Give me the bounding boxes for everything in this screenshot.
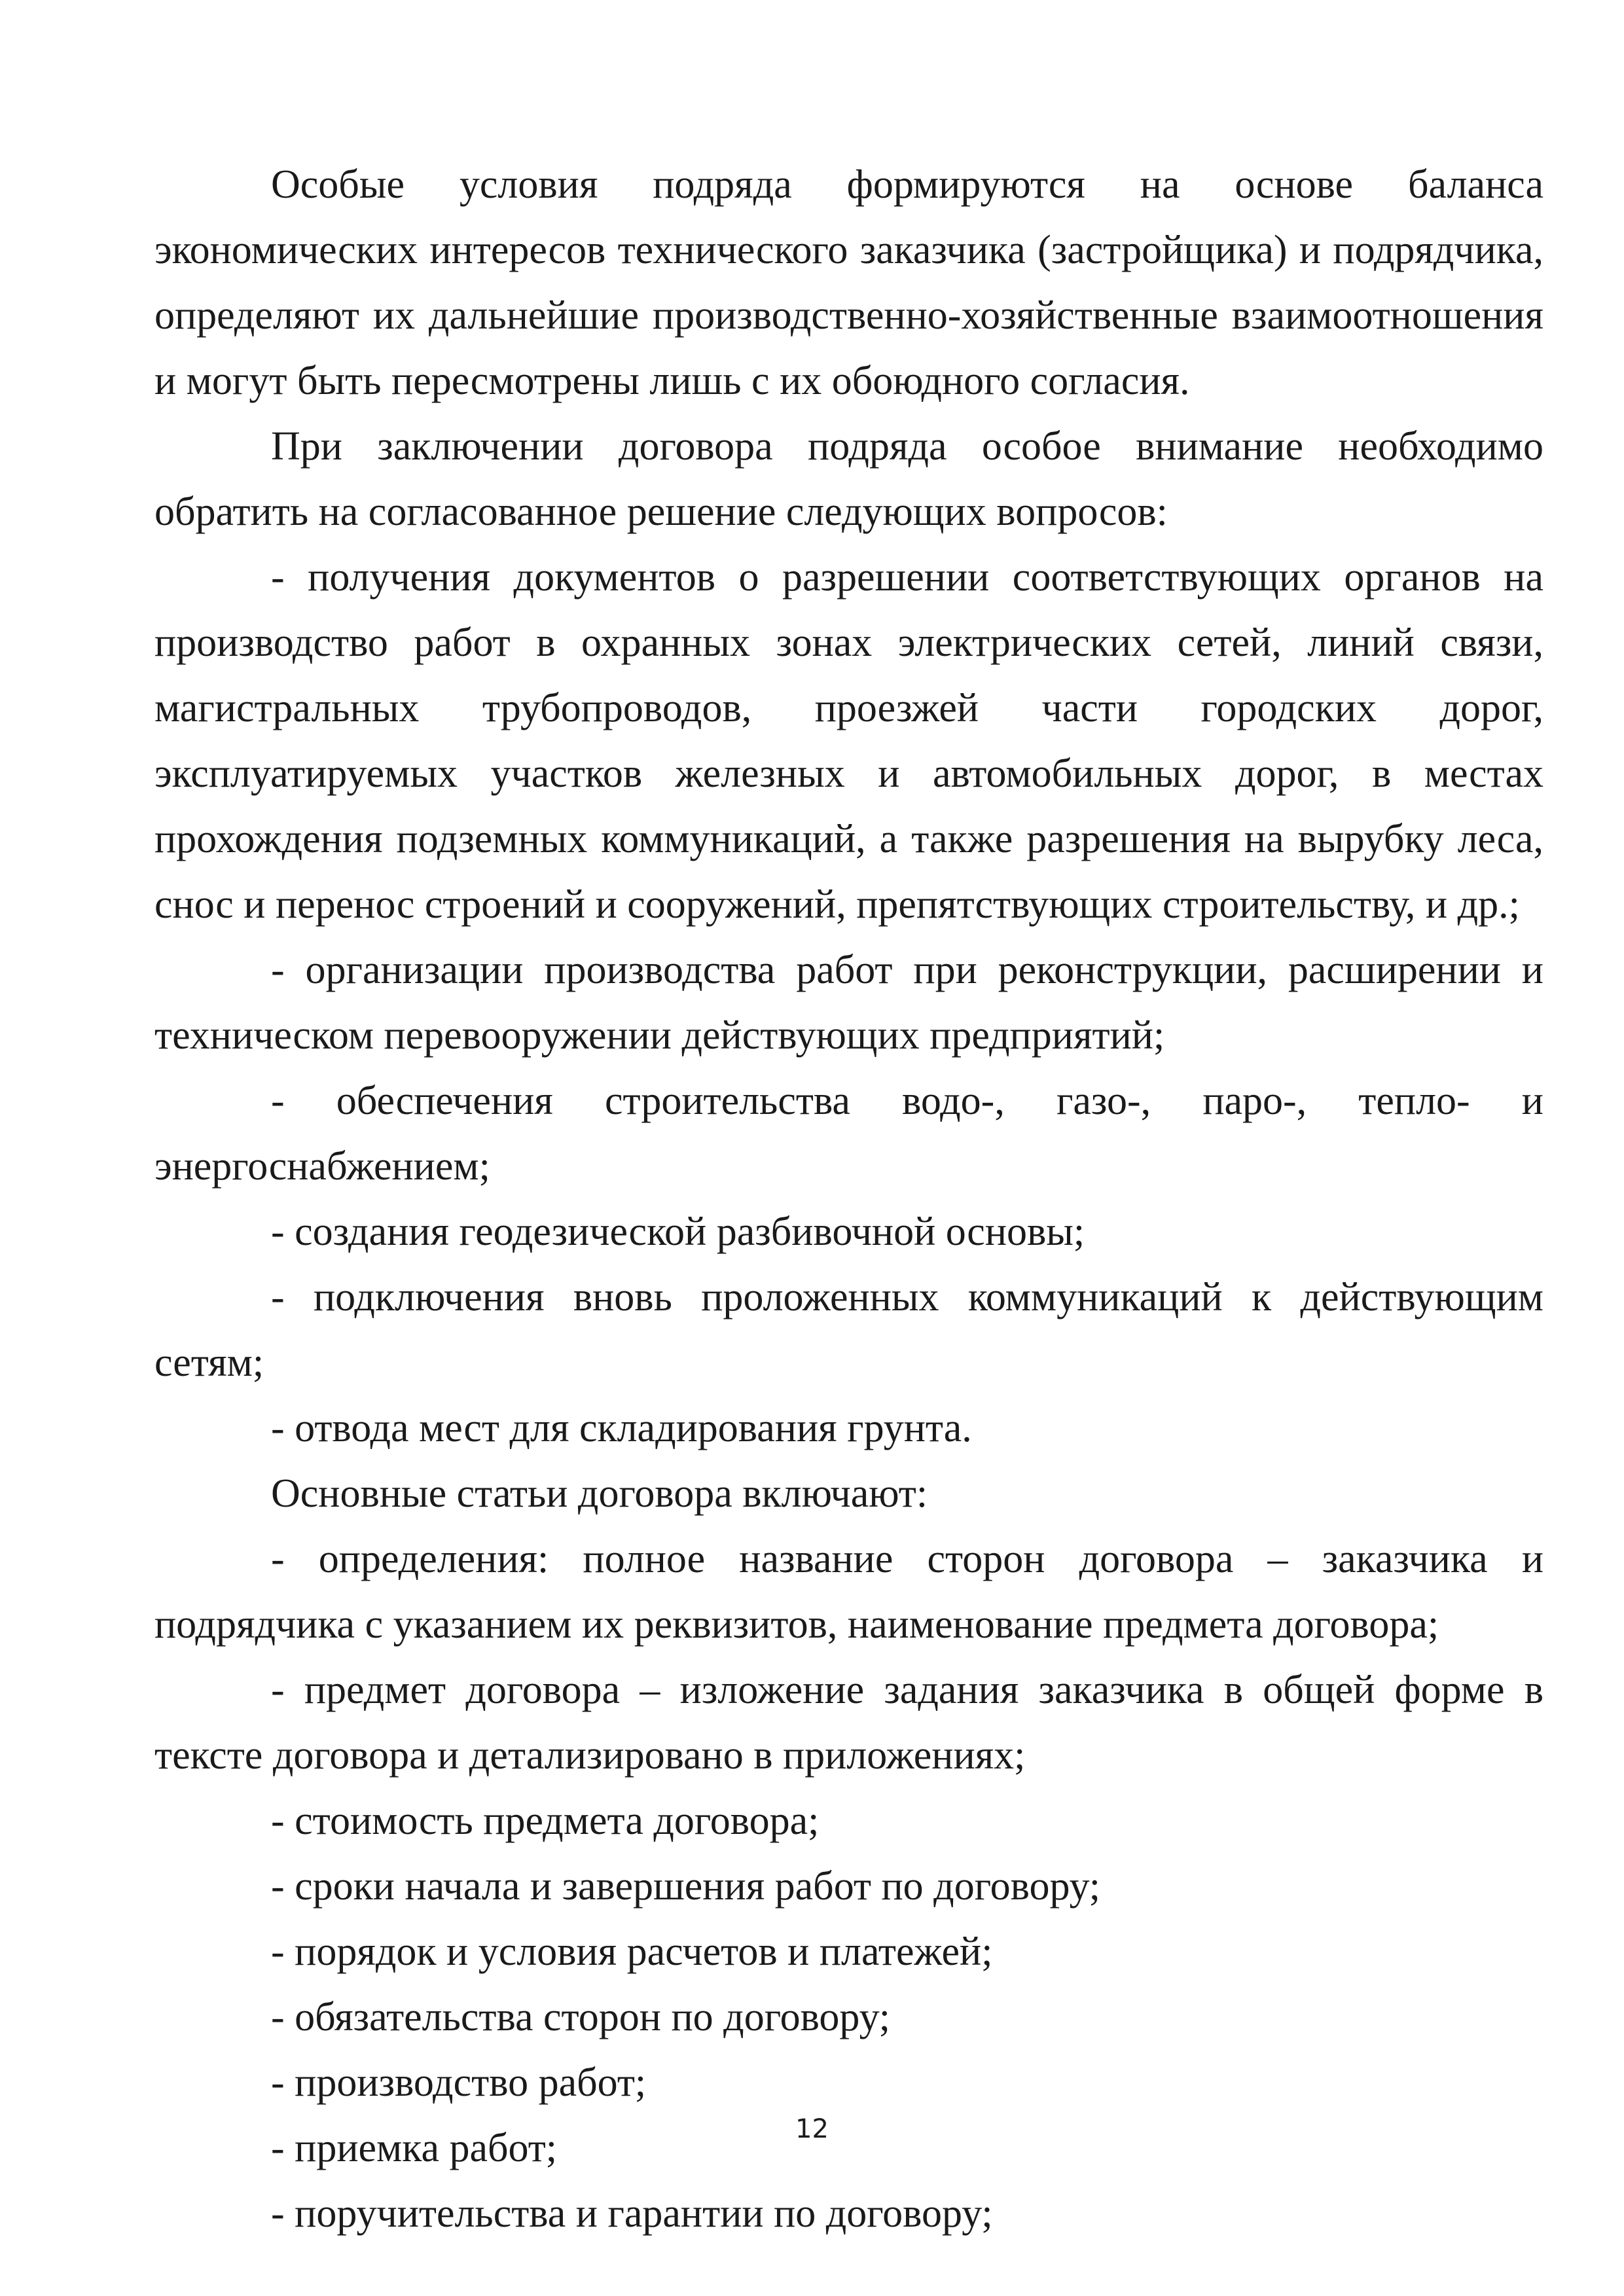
page-number: 12	[795, 2114, 829, 2144]
paragraph-special-conditions: Особые условия подряда формируются на основе баланса экономических интересов технического заказчика (застройщика) и подрядчика, определяют их дальнейшие производственно-хозяйственные взаимоотношения и могут быть пересмотрены лишь с их обоюдного согласия.	[154, 162, 1543, 403]
list-item-definitions: - определения: полное название сторон договора – заказчика и подрядчика с указанием их реквизитов, наименование предмета договора;	[154, 1537, 1543, 1647]
list-item-acceptance: - приемка работ;	[271, 2126, 558, 2170]
list-item-terms: - сроки начала и завершения работ по договору;	[271, 1864, 1101, 1909]
paragraph-main-articles: Основные статьи договора включают:	[271, 1471, 928, 1516]
list-item-works: - производство работ;	[271, 2060, 647, 2105]
list-item-permits: - получения документов о разрешении соответствующих органов на производство работ в охранных зонах электрических сетей, линий связи, магистральных трубопроводов, проезжей части городских дорог, эксплуатируемых участков железных и автомобильных дорог, в местах прохождения подземных коммуникаций, а также разрешения на вырубку леса, снос и перенос строений и сооружений, препятствующих строительству, и др.;	[154, 555, 1543, 927]
list-item-obligations: - обязательства сторон по договору;	[271, 1995, 891, 2039]
list-item-guarantees: - поручительства и гарантии по договору;	[271, 2191, 993, 2236]
document-body	[154, 152, 1543, 2246]
list-item-subject: - предмет договора – изложение задания заказчика в общей форме в тексте договора и детализировано в приложениях;	[154, 1668, 1543, 1778]
list-item-geodesic: - создания геодезической разбивочной основы;	[271, 1210, 1085, 1254]
list-item-connection: - подключения вновь проложенных коммуникаций к действующим сетям;	[154, 1275, 1543, 1385]
paragraph-contract-conclusion: При заключении договора подряда особое внимание необходимо обратить на согласованное решение следующих вопросов:	[154, 424, 1543, 534]
list-item-cost: - стоимость предмета договора;	[271, 1799, 820, 1843]
list-item-organization: - организации производства работ при реконструкции, расширении и техническом перевооружении действующих предприятий;	[154, 948, 1543, 1058]
list-item-soil-storage: - отвода мест для складирования грунта.	[271, 1406, 972, 1450]
list-item-payments: - порядок и условия расчетов и платежей;	[271, 1929, 993, 1974]
list-item-utilities: - обеспечения строительства водо-, газо-, паро-, тепло- и энергоснабжением;	[154, 1079, 1543, 1189]
